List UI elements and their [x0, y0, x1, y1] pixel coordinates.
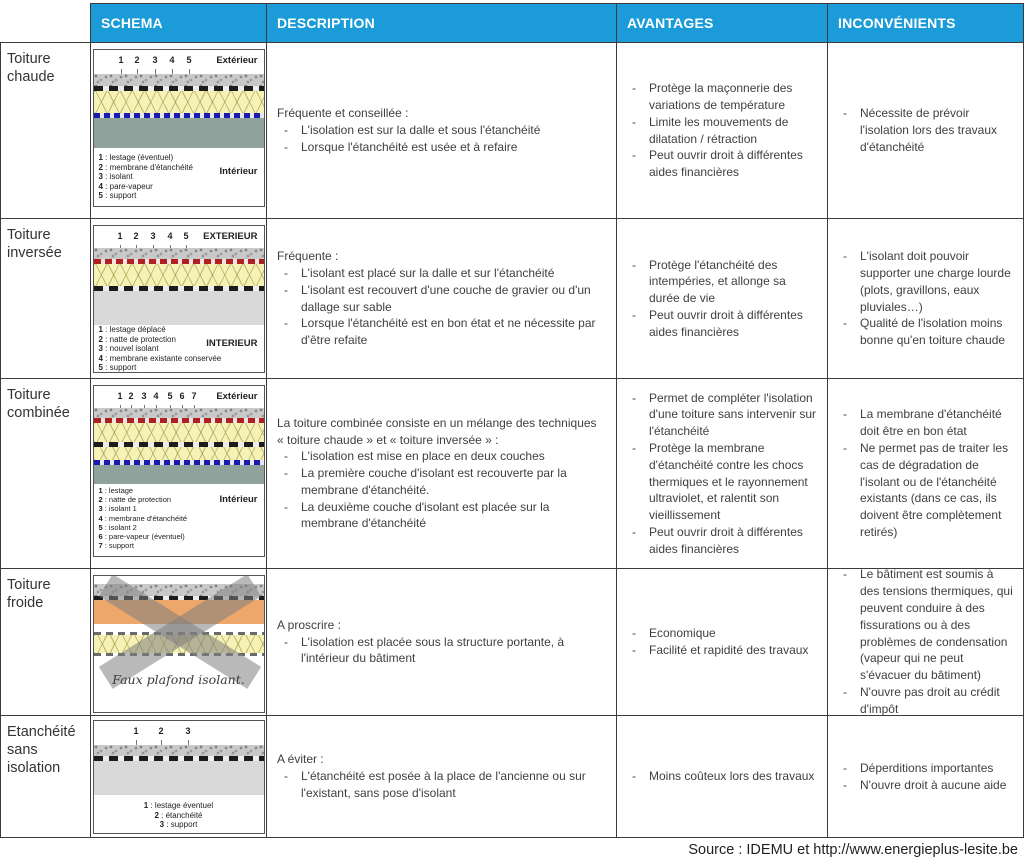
description-toiture-chaude [266, 42, 616, 218]
row-label-etancheite-sans-isolation: Etanchéité sans isolation [0, 715, 90, 838]
header-avantages: AVANTAGES [616, 3, 827, 42]
description-bullet: - L'étanchéité est posée à la place de l'ancienne ou sur l'existant, sans pose d'isolant [277, 768, 606, 802]
layer-number: 2 [133, 231, 139, 241]
layer-ballast [94, 408, 264, 418]
layer-support [94, 291, 264, 325]
row-label-toiture-froide: Toiture froide [0, 568, 90, 715]
row-label-toiture-chaude: Toiture chaude [0, 42, 90, 218]
layer-ballast [94, 248, 264, 259]
legend-item: 5 : isolant 2 [98, 522, 137, 532]
layer-number: 4 [167, 231, 173, 241]
layer-number: 7 [191, 391, 197, 401]
layer-support [94, 465, 264, 484]
exterior-label: EXTERIEUR [203, 231, 258, 242]
description-bullet: - L'isolation est mise en place en deux couches [277, 448, 606, 465]
schema-caption: Faux plafond isolant. [112, 672, 245, 687]
layer-number: 2 [134, 55, 140, 65]
legend-item: 5 : support [98, 191, 137, 201]
layer-number: 5 [186, 55, 192, 65]
inconvenients-toiture-inversee [827, 218, 1024, 378]
legend-item: 7 : support [98, 541, 134, 551]
row-label-toiture-combinee: Toiture combinée [0, 378, 90, 568]
inconvenient-item: - Le bâtiment est soumis à des tensions thermiques, qui peuvent conduire à des fissurations ou à des problèmes de condensation (vapeur qui ne peut s'évacuer du bâtiment) [836, 568, 1015, 684]
schema-cell-toiture-combinee [90, 378, 266, 568]
layer-stack [94, 248, 264, 325]
avantage-item: - Protège la maçonnerie des variations de température [625, 80, 819, 114]
avantage-item: - Moins coûteux lors des travaux [625, 768, 819, 785]
inconvenient-item: - Qualité de l'isolation moins bonne qu'en toiture chaude [836, 315, 1015, 349]
exterior-label: Extérieur [216, 391, 258, 402]
layer-number: 4 [169, 55, 175, 65]
layer-number: 1 [118, 55, 124, 65]
description-intro: A proscrire : [277, 617, 342, 632]
avantage-item: - Economique [625, 625, 819, 642]
layer-number: 2 [128, 391, 134, 401]
avantage-item: - Protège la membrane d'étanchéité contre les chocs thermiques et le rayonnement ultraviolet, et ralentit son vieillissement [625, 440, 819, 524]
schema-diagram-etancheite [93, 720, 265, 834]
inconvenient-item: - Ne permet pas de traiter les cas de dégradation de l'isolant ou de l'étanchéité existants (dans ce cas, ils doivent être complètement retirés) [836, 440, 1015, 541]
avantage-item: - Facilité et rapidité des travaux [625, 642, 819, 659]
legend-item: 1 : lestage déplacé [98, 325, 166, 334]
legend-item: 1 : lestage éventuel [143, 801, 214, 810]
header-empty-cell [0, 3, 90, 42]
legend-item: 3 : isolant [98, 172, 133, 182]
inconvenients-toiture-combinee [827, 378, 1024, 568]
description-bullet: - L'isolant est placé sur la dalle et sur l'étanchéité [277, 265, 606, 282]
layer-number: 3 [152, 55, 158, 65]
layer-support [94, 118, 264, 148]
description-bullet: - Lorsque l'étanchéité est usée et à refaire [277, 139, 606, 156]
inconvenients-toiture-chaude [827, 42, 1024, 218]
schema-legend [94, 801, 264, 830]
schema-cell-etancheite [90, 715, 266, 838]
layer-number: 5 [183, 231, 189, 241]
row-label-toiture-inversee: Toiture inversée [0, 218, 90, 378]
legend-item: 3 : isolant 1 [98, 504, 137, 514]
layer-number: 1 [117, 231, 123, 241]
inconvenient-item: - Nécessite de prévoir l'isolation lors des travaux d'étanchéité [836, 105, 1015, 155]
description-bullet: - L'isolation est sur la dalle et sous l'étanchéité [277, 122, 606, 139]
layer-stack [94, 408, 264, 484]
inconvenients-toiture-froide [827, 568, 1024, 715]
layer-new-insulation [94, 264, 264, 286]
layer-ballast [94, 745, 264, 756]
schema-diagram-toiture-combinee [93, 385, 265, 557]
description-intro: Fréquente et conseillée : [277, 106, 409, 121]
legend-item: 1 : lestage [98, 486, 134, 495]
legend-item: 1 : lestage (éventuel) [98, 153, 174, 162]
layer-number: 1 [133, 726, 139, 736]
layer-stack [94, 74, 264, 148]
avantages-toiture-inversee [616, 218, 827, 378]
layer-number: 3 [141, 391, 147, 401]
header-inconvenients: INCONVÉNIENTS [827, 3, 1024, 42]
layer-number: 4 [153, 391, 159, 401]
comparison-table [0, 3, 1024, 838]
legend-item: 4 : membrane existante conservée [98, 353, 222, 363]
schema-cell-toiture-froide [90, 568, 266, 715]
inconvenient-item: - N'ouvre pas droit au crédit d'impôt [836, 684, 1015, 715]
avantage-item: - Limite les mouvements de dilatation / rétraction [625, 114, 819, 148]
description-toiture-inversee [266, 218, 616, 378]
inconvenient-item: - La membrane d'étanchéité doit être en bon état [836, 406, 1015, 440]
inconvenients-etancheite [827, 715, 1024, 838]
exterior-label: Extérieur [216, 55, 258, 66]
schema-legend [99, 153, 193, 201]
layer-number: 1 [117, 391, 123, 401]
layer-ballast [94, 74, 264, 86]
inconvenient-item: - Déperditions importantes [836, 760, 1015, 777]
avantage-item: - Peut ouvrir droit à différentes aides financières [625, 147, 819, 181]
description-intro: A éviter : [277, 752, 324, 767]
layer-insulation [94, 91, 264, 113]
legend-item: 3 : nouvel isolant [98, 344, 159, 354]
legend-item: 2 : natte de protection [98, 334, 176, 344]
schema-legend [99, 486, 188, 550]
header-schema: SCHEMA [90, 3, 266, 42]
avantages-etancheite [616, 715, 827, 838]
source-credit: Source : IDEMU et http://www.energieplus-lesite.be [688, 842, 1018, 858]
description-bullet: - L'isolation est placée sous la structure portante, à l'intérieur du bâtiment [277, 634, 606, 668]
inconvenient-item: - L'isolant doit pouvoir supporter une charge lourde (plots, gravillons, eaux pluviales…) [836, 248, 1015, 315]
layer-support [94, 761, 264, 795]
avantage-item: - Protège l'étanchéité des intempéries, et allonge sa durée de vie [625, 257, 819, 307]
layer-number: 5 [167, 391, 173, 401]
layer-insulation-2 [94, 447, 264, 460]
inconvenient-item: - N'ouvre droit à aucune aide [836, 777, 1015, 794]
schema-diagram-toiture-chaude [93, 49, 265, 207]
schema-legend [99, 325, 222, 373]
description-toiture-combinee [266, 378, 616, 568]
layer-number: 3 [185, 726, 191, 736]
layer-number: 6 [179, 391, 185, 401]
legend-item: 2 : membrane d'étanchéité [98, 162, 193, 172]
avantage-item: - Peut ouvrir droit à différentes aides financières [625, 524, 819, 558]
description-etancheite [266, 715, 616, 838]
description-bullet: - Lorsque l'étanchéité est en bon état et ne nécessite par d'être refaite [277, 315, 606, 349]
legend-item: 3 : support [159, 820, 198, 830]
interior-label: INTERIEUR [206, 338, 258, 349]
legend-item: 2 : étanchéité [154, 810, 203, 820]
avantage-item: - Permet de compléter l'isolation d'une toiture sans intervenir sur l'étanchéité [625, 390, 819, 440]
description-toiture-froide [266, 568, 616, 715]
description-bullet: - L'isolant est recouvert d'une couche de gravier ou d'un dallage sur sable [277, 282, 606, 316]
legend-item: 4 : pare-vapeur [98, 181, 153, 191]
schema-cell-toiture-chaude [90, 42, 266, 218]
legend-item: 6 : pare-vapeur (éventuel) [98, 532, 185, 542]
legend-item: 2 : natte de protection [98, 495, 172, 505]
description-bullet: - La première couche d'isolant est recouverte par la membrane d'étanchéité. [277, 465, 606, 499]
legend-item: 5 : support [98, 363, 137, 373]
avantages-toiture-combinee [616, 378, 827, 568]
schema-diagram-toiture-inversee [93, 225, 265, 373]
layer-insulation-1 [94, 423, 264, 442]
description-intro: Fréquente : [277, 249, 339, 264]
description-intro: La toiture combinée consiste en un mélange des techniques « toiture chaude » et « toiture inversée » : [277, 415, 597, 447]
layer-stack [94, 745, 264, 795]
layer-number: 3 [150, 231, 156, 241]
avantage-item: - Peut ouvrir droit à différentes aides financières [625, 307, 819, 341]
layer-number: 2 [158, 726, 164, 736]
legend-item: 4 : membrane d'étanchéité [98, 513, 188, 523]
header-description: DESCRIPTION [266, 3, 616, 42]
avantages-toiture-chaude [616, 42, 827, 218]
avantages-toiture-froide [616, 568, 827, 715]
schema-diagram-toiture-froide [93, 575, 265, 713]
interior-label: Intérieur [219, 494, 258, 505]
interior-label: Intérieur [219, 166, 258, 177]
description-bullet: - La deuxième couche d'isolant est placée sur la membrane d'étanchéité [277, 499, 606, 533]
schema-cell-toiture-inversee [90, 218, 266, 378]
